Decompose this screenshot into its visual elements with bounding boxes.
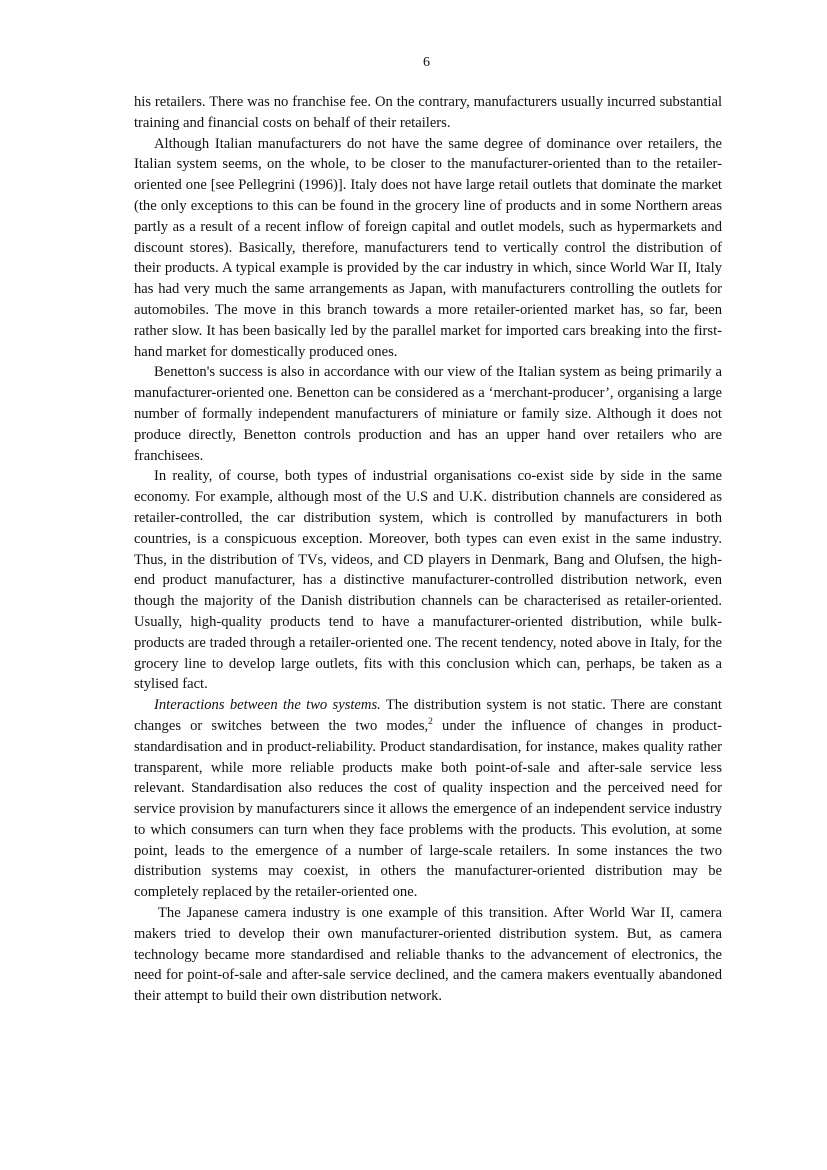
paragraph-benetton: Benetton's success is also in accordance with our view of the Italian system as being primarily a manufacturer-oriented one. Benetton can be considered as a ‘merchant-producer’, organising a large number of formally independent manufacturers of miniature or family size. Although it does not produce directly, Benetton controls production and has an upper hand over retailers who are franchisees. bbox=[134, 364, 722, 464]
paragraph-text-part: under the influence of changes in product-standardisation and in product-reliability. Product standardisation, for instance, makes quality rather transparent, while more reliable products make both point-of-sale and after-sale service less relevant. Standardisation also reduces the cost of quality inspection and the perceived need for service provision by manufacturers since it allows the emergence of an independent service industry to which consumers can turn when they face problems with the products. This evolution, at some point, leads to the emergence of a number of large-scale retailers. In some instances the two distribution systems may coexist, in others the manufacturer-oriented distribution may be completely replaced by the retailer-oriented one. bbox=[134, 717, 722, 901]
page-number: 6 bbox=[423, 55, 430, 70]
paragraph-coexistence: In reality, of course, both types of industrial organisations co-exist side by side in the same economy. For example, although most of the U.S and U.K. distribution channels are considered as retailer-controlled, the car distribution system, which is controlled by manufacturers in both countries, is a conspicuous exception. Moreover, both types can even exist in the same industry. Thus, in the distribution of TVs, videos, and CD players in Denmark, Bang and Olufsen, the high-end product manufacturer, has a distinctive manufacturer-controlled distribution network, even though the majority of the Danish distribution channels can be characterised as retailer-oriented. Usually, high-quality products tend to have a manufacturer-oriented distribution, while bulk-products are traded through a retailer-oriented one. The recent tendency, noted above in Italy, for the grocery line to develop large outlets, fits with this conclusion which can, perhaps, be taken as a stylised fact. bbox=[134, 468, 722, 693]
paragraph-lead-heading: Interactions between the two systems. bbox=[154, 697, 381, 714]
footnote-marker: 2 bbox=[428, 716, 433, 727]
paragraph-continuation: his retailers. There was no franchise fee. On the contrary, manufacturers usually incurred substantial training and financial costs on behalf of their retailers. bbox=[134, 94, 722, 131]
paragraph-japanese-camera: The Japanese camera industry is one example of this transition. After World War II, camera makers tried to develop their own manufacturer-oriented distribution system. But, as camera technology became more standardised and reliable thanks to the advancement of electronics, the need for point-of-sale and after-sale service declined, and the camera makers eventually abandoned their attempt to build their own distribution network. bbox=[134, 905, 722, 1005]
paragraph-italian-system: Although Italian manufacturers do not have the same degree of dominance over retailers, the Italian system seems, on the whole, to be closer to the manufacturer-oriented than to the retailer-oriented one [see Pellegrini (1996)]. Italy does not have large retail outlets that dominate the market (the only exceptions to this can be found in the grocery line of products and in some Northern areas partly as a result of a recent inflow of foreign capital and outlet models, such as hypermarkets and discount stores). Basically, therefore, manufacturers tend to vertically control the distribution of their products. A typical example is provided by the car industry in which, since World War II, Italy has had very much the same arrangements as Japan, with manufacturers controlling the outlets for automobiles. The move in this branch towards a more retailer-oriented market has, so far, been rather slow. It has been basically led by the parallel market for imported cars breaking into the first-hand market for domestically produced ones. bbox=[134, 135, 722, 360]
paragraph-interactions bbox=[134, 695, 722, 903]
body-text bbox=[134, 92, 722, 1007]
paragraph-text-part: The distribution system is not static. There are constant changes or switches between the two modes, bbox=[134, 697, 722, 734]
